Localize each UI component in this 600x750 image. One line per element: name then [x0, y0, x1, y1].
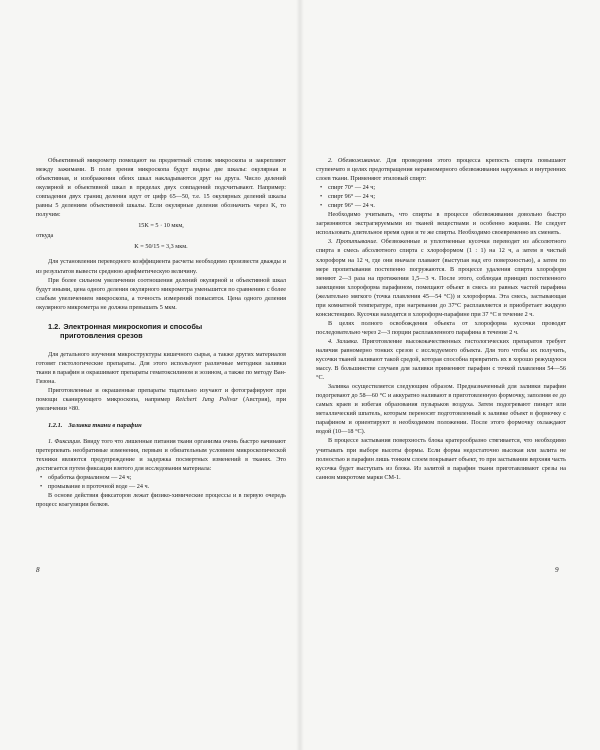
- paragraph: В процессе застывания поверхность блока кратерообразно стягивается, что необходимо учитывать при выборе высоты формы. Если форма недостаточно высокая или залита не полностью и парафин лишь тонким слоем покрывает объект, то при застывании верхняя часть кусочка будет выступать из блока. Из залитой в парафин ткани приготавливают срезы на санном микротоме марки СМ-1.: [316, 437, 566, 481]
- paragraph: В целях полного освобождения объекта от хлороформа кусочки проводят последовательно через 2—3 порции расплавленного парафина в течение 2 ч.: [316, 319, 566, 336]
- paragraph: Для детального изучения микроструктуры кишечного сырья, а также других материалов готовят гистологические препараты. Для этого используют различные методики заливки ткани в парафин и окрашивают препараты гематоксилином и эозином, а также по методу Ван-Гизона.: [36, 350, 286, 385]
- left-page-text-column: [36, 156, 286, 509]
- subsection-number: 1.2.1.: [48, 422, 63, 430]
- list-item-text: спирт 96° — 24 ч.: [328, 202, 375, 210]
- step-lead: 3. Пропитывание.: [328, 238, 378, 246]
- section-heading: [48, 322, 286, 341]
- paragraph: При более сильном увеличении соотношения делений окулярной и объективной шкал будут иными, цена одного деления окулярного микрометра уменьшится по сравнению с более слабым увеличением микроскопа, а точность измерений повысится. Цена одного деления окулярного микрометра не должна превышать 5 мкм.: [36, 276, 286, 311]
- paragraph-text: Ввиду того что лишенные питания ткани организма очень быстро начинают претерпевать необратимые изменения, первым и обязательным условием микроскопической техники являются предупреждение и задержка посмертных изменений в тканях. Это достигается путем фиксации взятого для исследования материала:: [36, 438, 286, 473]
- paragraph: Необходимо учитывать, что спирты в процессе обезвоживания довольно быстро загрязняются экстрагируемыми из тканей веществами и особенно жирами. Не следует использовать длительное время одни и те же спирты. Необходимо своевременно их сменять.: [316, 211, 566, 237]
- formula: 15K = 5 · 10 мкм,: [138, 222, 184, 230]
- paragraph-text: Обезвоженные и уплотненные кусочки переводят из абсолютного спирта в смесь абсолютного спирта с хлороформом (1 : 1) на 12 ч, а затем в чистый хлороформ на 12 ч, где они вначале плавают (выступая над его поверхностью), а затем по мере пропитывания постепенно погружаются. В процессе удаления спирта хлороформ меняют 2—3 раза на протяжении 1,5—3 ч. После этого, соблюдая принцип постепенного замещения хлороформа парафином, помещают объект в смесь из равных частей парафина (желательно мягкого (точка плавления 45—54 °С)) и хлороформа. Эта смесь, застывающая при комнатной температуре, при нагревании до 37°С расплавляется и приобретает жидкую консистенцию. Кусочки находятся в хлороформ-парафине при 37 °С в течение 2 ч.: [316, 238, 567, 318]
- subsection-heading: [48, 421, 286, 430]
- section-number: 1.2.: [48, 321, 61, 331]
- right-page: [300, 0, 600, 750]
- list-item: [316, 201, 566, 210]
- bullet-list: [36, 473, 286, 491]
- bullet-icon: •: [320, 202, 323, 210]
- microscope-name: Reichert Jung Polivar: [175, 395, 238, 403]
- bullet-icon: •: [40, 474, 43, 482]
- list-item-text: спирт 96° — 24 ч;: [328, 193, 376, 201]
- right-page-text-column: [316, 156, 566, 482]
- formula: K = 50/15 = 3,3 мкм.: [134, 243, 188, 251]
- paragraph-text: Приготовление высококачественных гистологических препаратов требует наличия равномерно тонких срезов с исследуемого объекта. Для того чтобы их получить, кусочки тканей заливают такой средой, которая способна превратить их в хорошо режущуюся массу. В большинстве случаев для заливки применяют парафин с точкой плавления 54—56 °С.: [316, 337, 567, 382]
- subsection-title: Заливка ткани в парафин: [68, 422, 142, 430]
- step-lead: 4. Заливка.: [328, 337, 359, 345]
- list-item: [36, 482, 286, 491]
- list-item-text: обработка формалином — 24 ч;: [48, 474, 132, 482]
- formula-label: откуда: [36, 232, 54, 240]
- bullet-icon: •: [40, 483, 43, 491]
- page-number: 8: [36, 566, 40, 574]
- bullet-icon: •: [320, 184, 323, 192]
- list-item-text: спирт 70° — 24 ч;: [328, 184, 376, 192]
- section-title-line2: приготовления срезов: [60, 331, 143, 341]
- paragraph-text: (Австрия), при увеличении ×80.: [36, 395, 287, 413]
- paragraph: Объективный микрометр помещают на предметный столик микроскопа и закрепляют между зажимами. В поле зрения микроскопа будут видны две шкалы: окулярная и объективная, и изображения обеих шкал накладываются друг на друга. Число делений окулярной и объективной шкал в пределах двух совпадений подсчитывают. Например: совпадения двух границ деления идут от цифр 65—50, т.е. 15 окулярных делений шкалы равны 5 делениям объективной шкалы. Если окулярные деления обозначить через K, то получим:: [36, 157, 286, 219]
- page-number: 9: [555, 566, 559, 574]
- step-lead: 1. Фиксация.: [48, 438, 82, 446]
- paragraph-text: Для проведения этого процесса крепость спирта повышают ступенчато в целях предотвращения неравномерного обезвоживания наружных и внутренних слоев ткани. Применяют этиловый спирт:: [316, 157, 567, 183]
- list-item: [36, 473, 286, 482]
- list-item: [316, 183, 566, 192]
- paragraph: В основе действия фиксаторов лежат физико-химические процессы и в первую очередь процесс коагуляции белков.: [36, 492, 286, 509]
- paragraph: Для установления переводного коэффициента расчеты необходимо произвести дважды и из результатов вывести среднюю арифметическую величину.: [36, 258, 286, 275]
- paragraph-text: Приготовленные и окрашенные препараты тщательно изучают и фотографируют при помощи сканирующего микроскопа, например: [36, 386, 286, 403]
- paragraph: Заливка осуществляется следующим образом. Предназначенный для заливки парафин подогревают до 58—60 °С и аккуратно наливают в приготовленную формочку, заполняя ее до самых краев и избегая образования пузырьков воздуха. Затем подогревают пинцет или металлический шпатель, которым переносят подготовленный к заливке объект в формочку с парафином и ориентируют в необходимом положении. После этого формочку охлаждают водой (10—18 °С).: [316, 383, 566, 436]
- list-item: [316, 192, 566, 201]
- paragraph: [36, 386, 286, 413]
- paragraph: [36, 437, 286, 473]
- paragraph: [316, 337, 566, 382]
- paragraph: [316, 156, 566, 183]
- bullet-list: [316, 183, 566, 210]
- bullet-icon: •: [320, 193, 323, 201]
- step-lead: 2. Обезвоживание.: [328, 157, 382, 164]
- list-item-text: промывание в проточной воде — 24 ч.: [48, 483, 150, 491]
- section-title-line1: Электронная микроскопия и способы: [63, 321, 203, 331]
- paragraph: [316, 237, 566, 318]
